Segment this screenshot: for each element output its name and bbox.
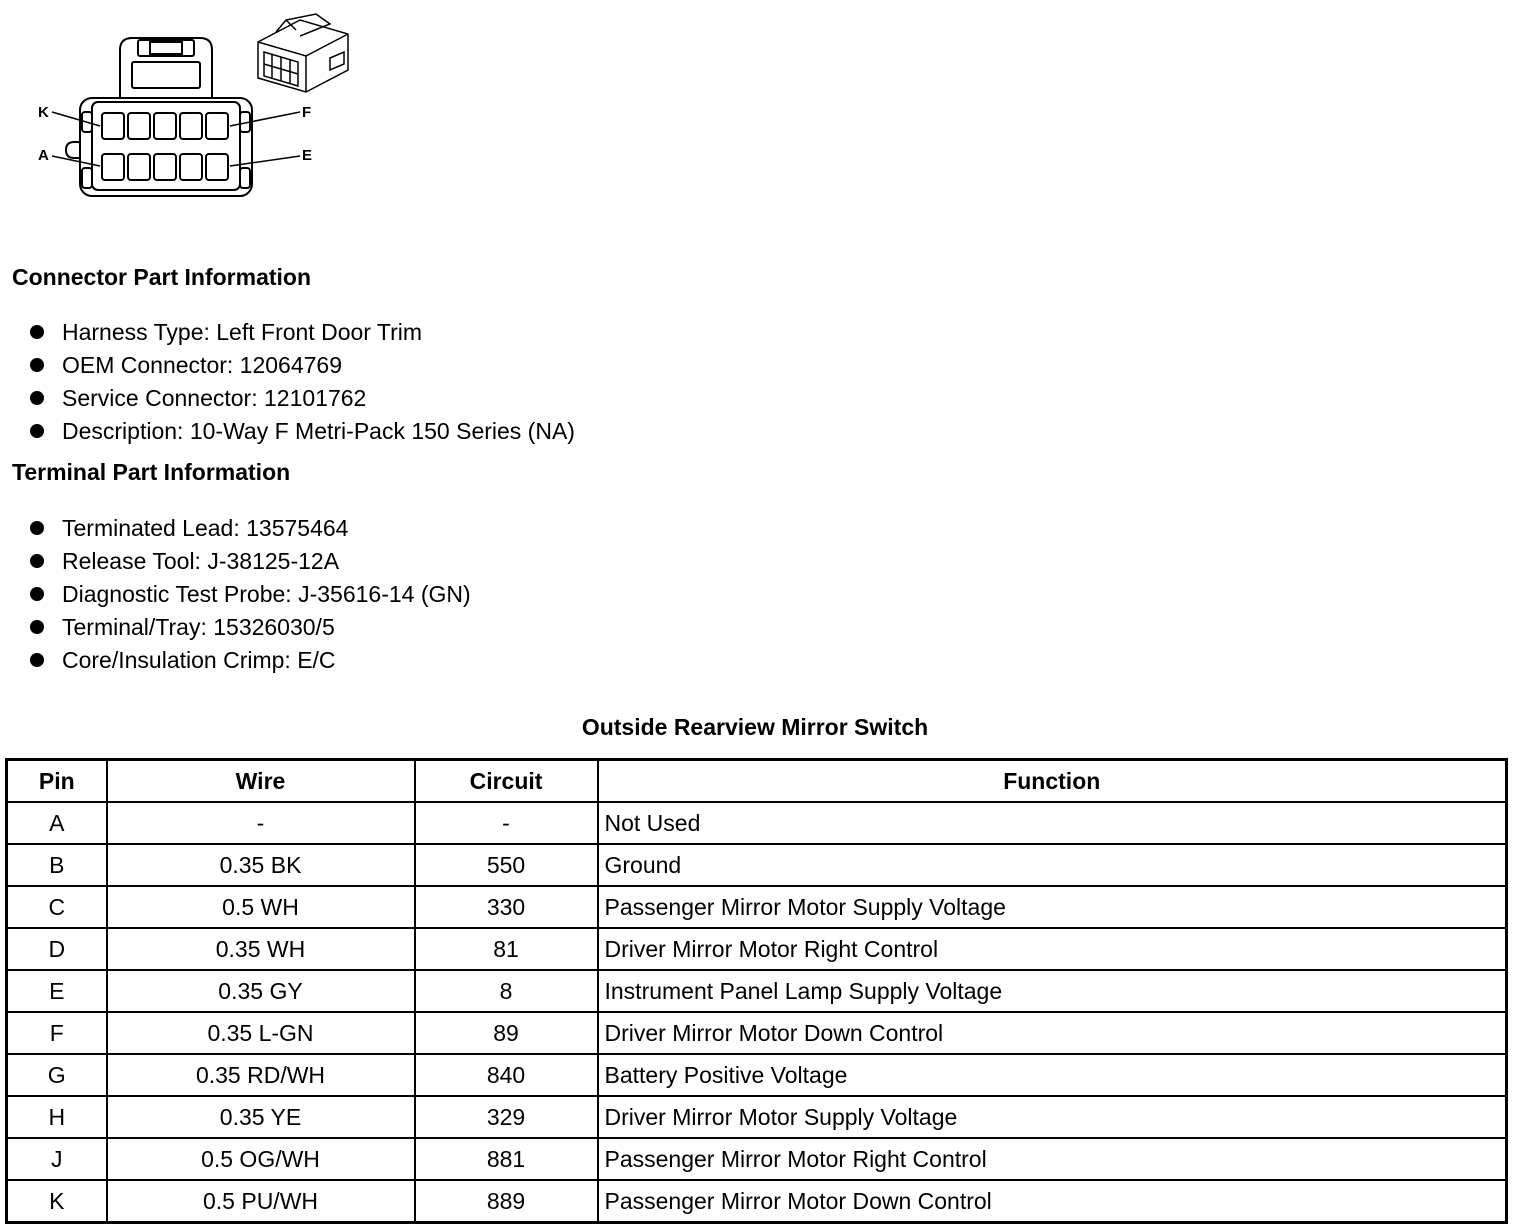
pin-cell: A: [7, 802, 107, 844]
table-row: [7, 1012, 1507, 1054]
pin-label-a: A: [38, 147, 49, 164]
wire-cell: 0.35 L-GN: [107, 1012, 415, 1054]
circuit-cell: 89: [415, 1012, 598, 1054]
wire-cell: 0.35 RD/WH: [107, 1054, 415, 1096]
list-item: Core/Insulation Crimp: E/C: [28, 644, 471, 677]
circuit-cell: 840: [415, 1054, 598, 1096]
wire-cell: -: [107, 802, 415, 844]
pin-label-k: K: [38, 104, 49, 121]
pin-cell: F: [7, 1012, 107, 1054]
function-cell: Driver Mirror Motor Supply Voltage: [598, 1096, 1507, 1138]
circuit-cell: 8: [415, 970, 598, 1012]
function-cell: Passenger Mirror Motor Down Control: [598, 1180, 1507, 1223]
pin-cell: H: [7, 1096, 107, 1138]
pin-cell: G: [7, 1054, 107, 1096]
table-row: [7, 928, 1507, 970]
list-item: Service Connector: 12101762: [28, 382, 575, 415]
table-row: [7, 1054, 1507, 1096]
connector-isometric-thumbnail: [258, 14, 348, 92]
table-row: [7, 802, 1507, 844]
table-row: [7, 970, 1507, 1012]
wire-cell: 0.35 BK: [107, 844, 415, 886]
bullet-icon: [30, 424, 44, 438]
table-row: [7, 886, 1507, 928]
pin-cell: C: [7, 886, 107, 928]
terminal-info-list: [28, 512, 471, 677]
list-item: Terminal/Tray: 15326030/5: [28, 611, 471, 644]
function-cell: Driver Mirror Motor Right Control: [598, 928, 1507, 970]
circuit-cell: 329: [415, 1096, 598, 1138]
function-cell: Instrument Panel Lamp Supply Voltage: [598, 970, 1507, 1012]
cavity-grid: [102, 113, 228, 180]
bullet-icon: [30, 653, 44, 667]
circuit-cell: 550: [415, 844, 598, 886]
circuit-cell: 81: [415, 928, 598, 970]
list-item: Description: 10-Way F Metri-Pack 150 Series (NA): [28, 415, 575, 448]
function-cell: Battery Positive Voltage: [598, 1054, 1507, 1096]
connector-diagram: [0, 0, 380, 215]
bullet-icon: [30, 554, 44, 568]
table-row: [7, 1138, 1507, 1180]
function-cell: Ground: [598, 844, 1507, 886]
list-item: OEM Connector: 12064769: [28, 349, 575, 382]
pin-cell: D: [7, 928, 107, 970]
table-row: [7, 1096, 1507, 1138]
bullet-icon: [30, 391, 44, 405]
function-cell: Driver Mirror Motor Down Control: [598, 1012, 1507, 1054]
list-item: Release Tool: J-38125-12A: [28, 545, 471, 578]
circuit-cell: 330: [415, 886, 598, 928]
wire-cell: 0.5 OG/WH: [107, 1138, 415, 1180]
pin-cell: E: [7, 970, 107, 1012]
connector-info-title: Connector Part Information: [12, 264, 312, 290]
pin-label-e: E: [302, 147, 313, 164]
pinout-table: [5, 758, 1508, 1224]
list-item: Diagnostic Test Probe: J-35616-14 (GN): [28, 578, 471, 611]
pin-cell: J: [7, 1138, 107, 1180]
circuit-cell: 889: [415, 1180, 598, 1223]
bullet-icon: [30, 358, 44, 372]
list-item: Terminated Lead: 13575464: [28, 512, 471, 545]
bullet-icon: [30, 521, 44, 535]
wire-cell: 0.5 WH: [107, 886, 415, 928]
table-header-row: [7, 760, 1507, 803]
wire-cell: 0.5 PU/WH: [107, 1180, 415, 1223]
header-circuit: Circuit: [415, 760, 598, 803]
connector-info-list: [28, 316, 575, 448]
table-title: Outside Rearview Mirror Switch: [581, 714, 929, 740]
wire-cell: 0.35 YE: [107, 1096, 415, 1138]
table-row: [7, 844, 1507, 886]
circuit-cell: 881: [415, 1138, 598, 1180]
bullet-icon: [30, 587, 44, 601]
wire-cell: 0.35 GY: [107, 970, 415, 1012]
function-cell: Passenger Mirror Motor Supply Voltage: [598, 886, 1507, 928]
function-cell: Not Used: [598, 802, 1507, 844]
circuit-cell: -: [415, 802, 598, 844]
function-cell: Passenger Mirror Motor Right Control: [598, 1138, 1507, 1180]
bullet-icon: [30, 325, 44, 339]
pin-cell: B: [7, 844, 107, 886]
table-row: [7, 1180, 1507, 1223]
terminal-info-title: Terminal Part Information: [12, 459, 291, 485]
wire-cell: 0.35 WH: [107, 928, 415, 970]
list-item: Harness Type: Left Front Door Trim: [28, 316, 575, 349]
pin-cell: K: [7, 1180, 107, 1223]
header-wire: Wire: [107, 760, 415, 803]
pin-label-f: F: [302, 104, 312, 121]
bullet-icon: [30, 620, 44, 634]
header-function: Function: [598, 760, 1507, 803]
header-pin: Pin: [7, 760, 107, 803]
